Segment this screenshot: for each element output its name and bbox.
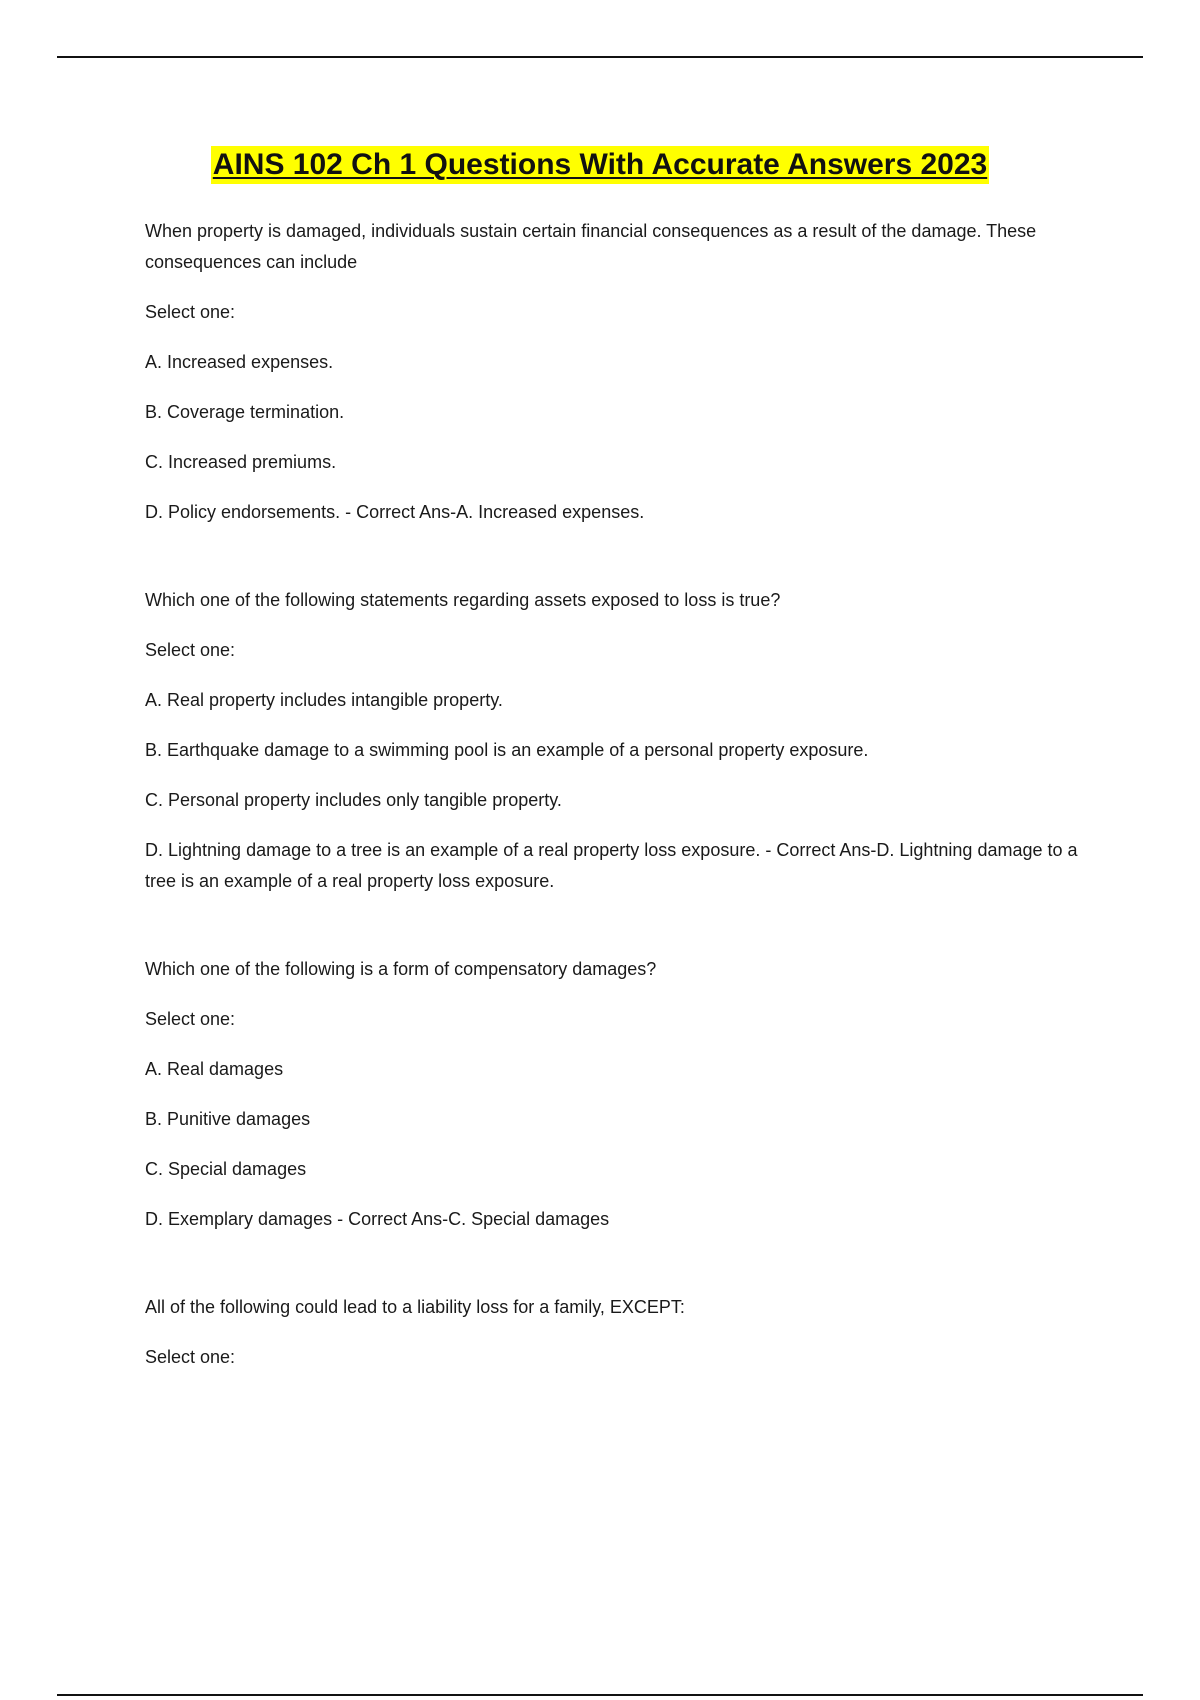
select-one-label: Select one: [145, 302, 236, 322]
question-block [145, 954, 1095, 1235]
question-block [145, 1292, 1095, 1373]
questions-list [145, 216, 1095, 1392]
bottom-divider [57, 1694, 1143, 1696]
answer-option: B. Punitive damages [145, 1109, 311, 1129]
title-container [0, 146, 1200, 184]
answer-option-with-correct-answer: D. Policy endorsements. - Correct Ans-A. Increased expenses. [145, 502, 645, 522]
select-one-label: Select one: [145, 1009, 236, 1029]
question-block [145, 585, 1095, 897]
question-block [145, 216, 1095, 528]
document-title: AINS 102 Ch 1 Questions With Accurate Answers 2023 [211, 146, 989, 184]
answer-option: C. Personal property includes only tangible property. [145, 790, 562, 810]
answer-option: C. Special damages [145, 1159, 307, 1179]
select-one-label: Select one: [145, 1347, 236, 1367]
answer-option: A. Real damages [145, 1059, 284, 1079]
answer-option: C. Increased premiums. [145, 452, 337, 472]
answer-option: B. Earthquake damage to a swimming pool is an example of a personal property exposure. [145, 740, 869, 760]
answer-option-with-correct-answer: D. Lightning damage to a tree is an example of a real property loss exposure. - Correct Ans-D. Lightning damage to a tree is an example of a real property loss exposure. [145, 840, 1078, 891]
answer-option: A. Real property includes intangible property. [145, 690, 503, 710]
answer-option: B. Coverage termination. [145, 402, 345, 422]
question-text: Which one of the following is a form of compensatory damages? [145, 959, 657, 979]
question-text: When property is damaged, individuals sustain certain financial consequences as a result of the damage. These consequences can include [145, 221, 1037, 272]
question-text: All of the following could lead to a liability loss for a family, EXCEPT: [145, 1297, 685, 1317]
answer-option: A. Increased expenses. [145, 352, 334, 372]
question-text: Which one of the following statements regarding assets exposed to loss is true? [145, 590, 781, 610]
select-one-label: Select one: [145, 640, 236, 660]
answer-option-with-correct-answer: D. Exemplary damages - Correct Ans-C. Special damages [145, 1209, 610, 1229]
top-divider [57, 56, 1143, 58]
